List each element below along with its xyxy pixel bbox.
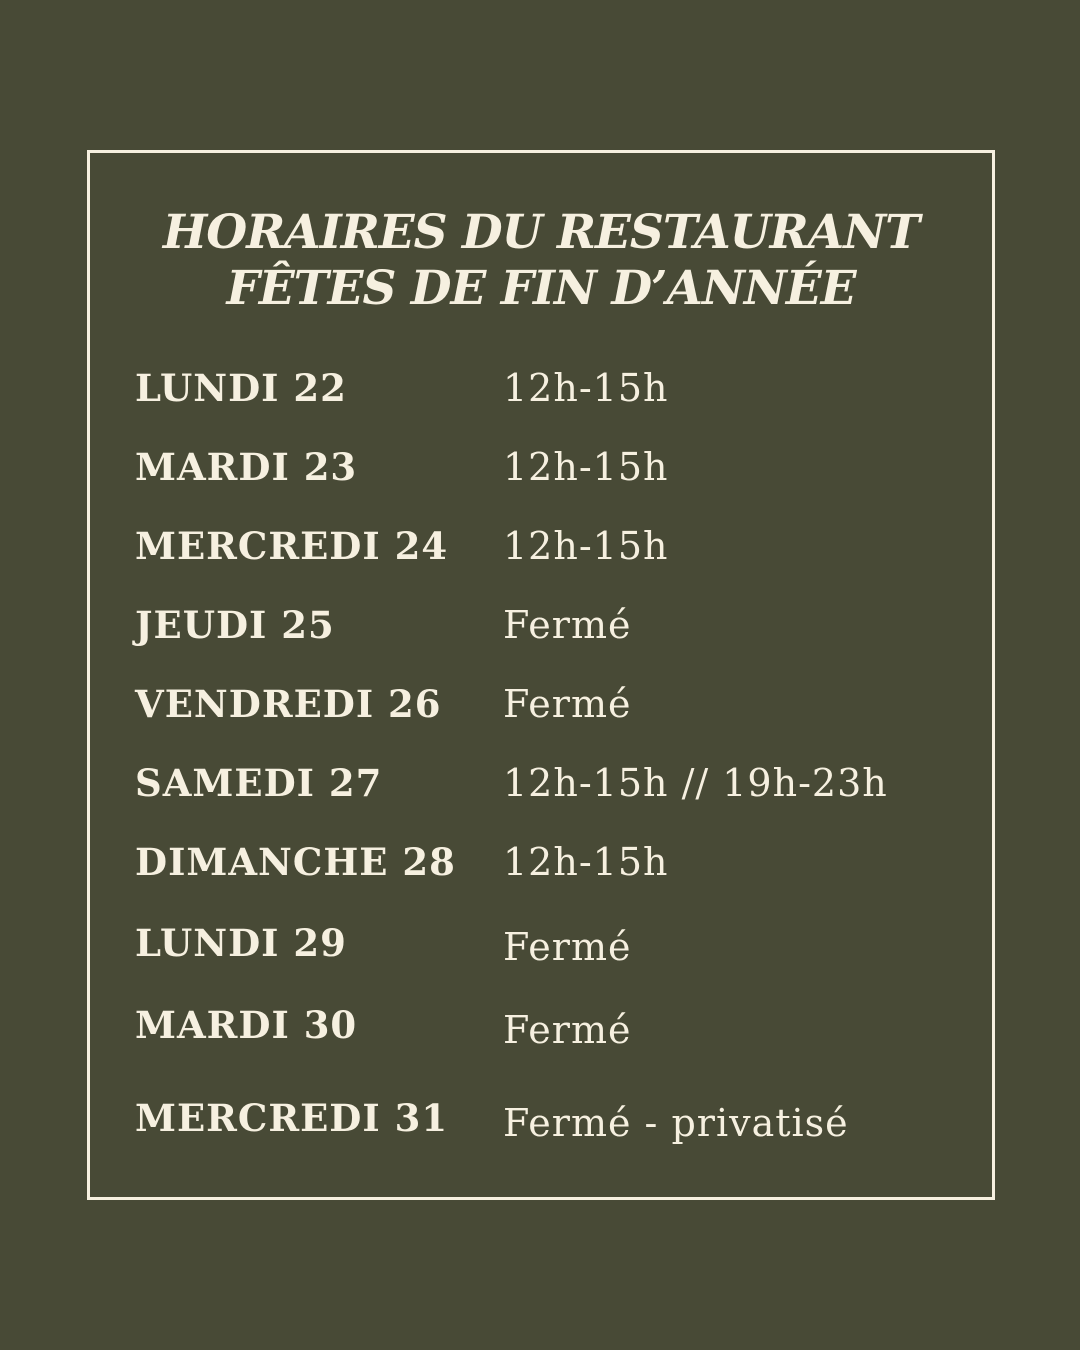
- schedule-row-mercredi-24: [90, 516, 992, 576]
- day-label: LUNDI 22: [135, 366, 347, 410]
- title-line-1: HORAIRES DU RESTAURANT: [162, 205, 920, 260]
- day-label: VENDREDI 26: [135, 682, 442, 726]
- day-label: MARDI 30: [135, 1003, 358, 1047]
- hours-value: Fermé: [503, 925, 632, 969]
- hours-value: Fermé: [503, 682, 632, 726]
- hours-value: 12h-15h: [503, 366, 669, 410]
- hours-value: 12h-15h: [503, 524, 669, 568]
- schedule-row-mardi-23: [90, 437, 992, 497]
- hours-value: Fermé: [503, 1008, 632, 1052]
- schedule-row-vendredi-26: [90, 674, 992, 734]
- schedule-row-dimanche-28: [90, 832, 992, 892]
- hours-value: 12h-15h: [503, 445, 669, 489]
- day-label: MERCREDI 31: [135, 1096, 449, 1140]
- hours-value: Fermé: [503, 603, 632, 647]
- schedule-row-samedi-27: [90, 753, 992, 813]
- schedule-frame: [87, 150, 995, 1200]
- hours-value: Fermé - privatisé: [503, 1101, 849, 1145]
- schedule-row-lundi-29: [90, 913, 992, 973]
- schedule-row-mardi-30: [90, 995, 992, 1055]
- title-line-2: FÊTES DE FIN D’ANNÉE: [226, 261, 856, 316]
- schedule-row-jeudi-25: [90, 595, 992, 655]
- hours-value: 12h-15h // 19h-23h: [503, 761, 888, 805]
- schedule-row-lundi-22: [90, 358, 992, 418]
- day-label: MERCREDI 24: [135, 524, 449, 568]
- hours-value: 12h-15h: [503, 840, 669, 884]
- day-label: MARDI 23: [135, 445, 358, 489]
- schedule-row-mercredi-31: [90, 1088, 992, 1148]
- day-label: LUNDI 29: [135, 921, 347, 965]
- title: [90, 205, 992, 317]
- day-label: SAMEDI 27: [135, 761, 383, 805]
- day-label: DIMANCHE 28: [135, 840, 456, 884]
- day-label: JEUDI 25: [135, 603, 335, 647]
